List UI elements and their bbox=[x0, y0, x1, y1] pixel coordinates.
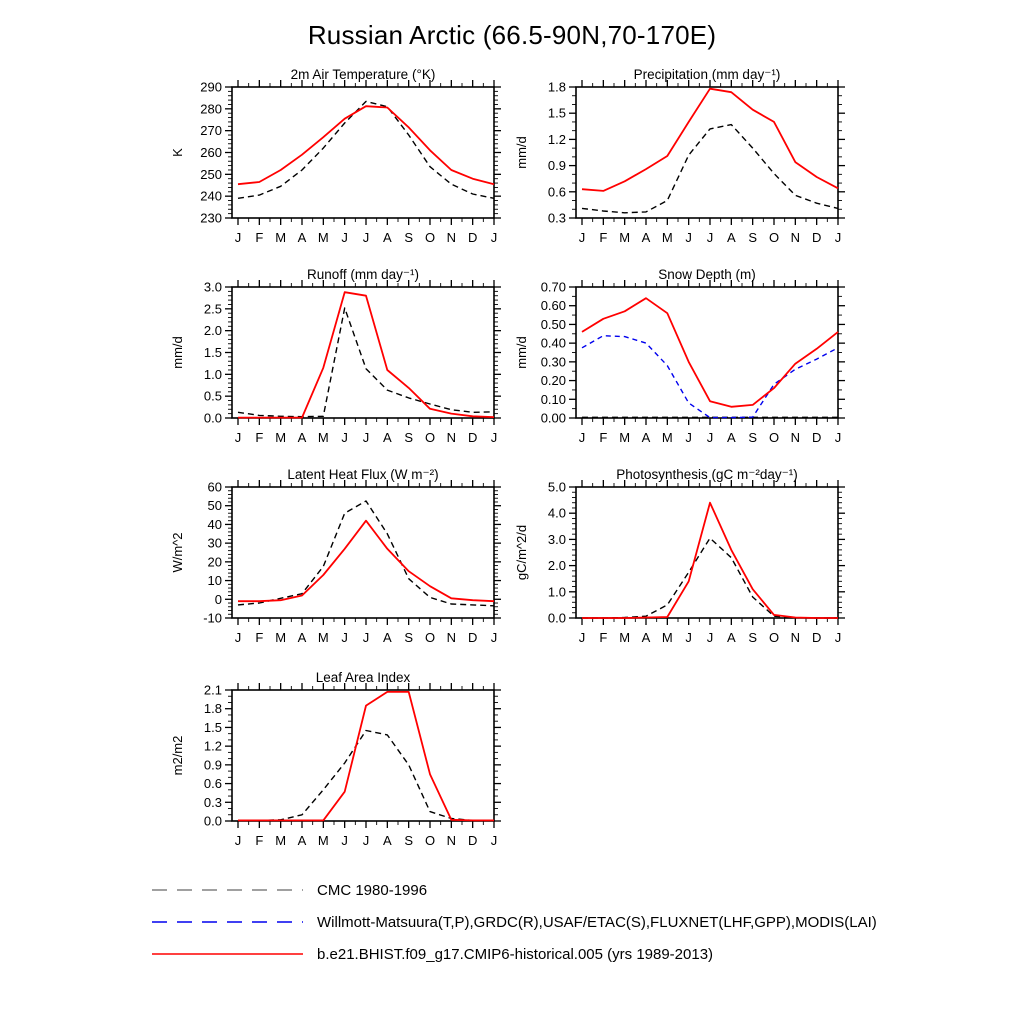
x-tick-label: O bbox=[768, 630, 780, 645]
x-tick-label: J bbox=[706, 230, 714, 245]
x-tick-label: A bbox=[382, 833, 392, 848]
series-precipitation-model-1 bbox=[582, 89, 838, 191]
y-tick-label: -10 bbox=[203, 610, 222, 626]
series-precipitation-observation-0 bbox=[582, 125, 838, 213]
x-tick-label: A bbox=[382, 430, 392, 445]
x-tick-label: J bbox=[341, 630, 348, 645]
x-tick-label: S bbox=[404, 833, 414, 848]
axis-ticks bbox=[225, 80, 501, 225]
x-tick-label: N bbox=[446, 430, 457, 445]
y-tick-label: 0.20 bbox=[540, 373, 566, 389]
x-tick-label: M bbox=[619, 630, 631, 645]
x-tick-label: M bbox=[661, 430, 673, 445]
y-tick-label: 0.50 bbox=[540, 316, 566, 332]
legend-label: b.e21.BHIST.f09_g17.CMIP6-historical.005 (yrs 1989-2013) bbox=[317, 945, 714, 963]
chart-runoff bbox=[170, 267, 510, 448]
y-tick-label: 0.0 bbox=[547, 610, 566, 626]
x-tick-label: M bbox=[275, 430, 287, 445]
x-tick-label: D bbox=[811, 430, 822, 445]
y-axis-label: m2/m2 bbox=[170, 735, 185, 776]
x-tick-label: J bbox=[490, 430, 498, 445]
x-tick-label: N bbox=[790, 630, 801, 645]
x-tick-label: J bbox=[341, 833, 348, 848]
legend-label: CMC 1980-1996 bbox=[317, 881, 428, 899]
series-runoff-model-1 bbox=[238, 292, 494, 417]
y-axis-label: gC/m^2/d bbox=[514, 524, 529, 581]
y-tick-label: 5.0 bbox=[547, 479, 566, 495]
plot-frame bbox=[576, 487, 838, 618]
x-tick-label: J bbox=[706, 430, 714, 445]
y-tick-label: 2.5 bbox=[203, 301, 222, 317]
x-tick-label: A bbox=[641, 230, 651, 245]
legend-label: Willmott-Matsuura(T,P),GRDC(R),USAF/ETAC(S),FLUXNET(LHF,GPP),MODIS(LAI) bbox=[317, 913, 877, 931]
chart-title: Precipitation (mm day⁻¹) bbox=[633, 67, 781, 82]
x-tick-label: M bbox=[317, 833, 329, 848]
axis-ticks bbox=[569, 480, 845, 625]
x-tick-label: N bbox=[446, 630, 457, 645]
y-tick-label: 4.0 bbox=[547, 505, 566, 521]
y-tick-label: 3.0 bbox=[547, 531, 566, 547]
x-tick-label: O bbox=[424, 230, 436, 245]
x-tick-label: J bbox=[490, 833, 498, 848]
x-tick-label: F bbox=[599, 630, 608, 645]
y-tick-label: 0.6 bbox=[203, 776, 222, 792]
y-tick-label: 0.70 bbox=[540, 279, 566, 295]
series-leaf-area-index-model-1 bbox=[238, 692, 494, 821]
plot-frame bbox=[232, 690, 494, 821]
x-tick-label: S bbox=[748, 430, 758, 445]
y-tick-label: 0.6 bbox=[547, 184, 566, 200]
plot-frame bbox=[576, 287, 838, 418]
x-tick-label: J bbox=[490, 230, 498, 245]
x-tick-label: A bbox=[726, 630, 736, 645]
x-tick-label: N bbox=[446, 230, 457, 245]
y-tick-label: 2.0 bbox=[547, 558, 566, 574]
series-photosynthesis-observation-0 bbox=[582, 538, 838, 618]
x-tick-label: A bbox=[641, 430, 651, 445]
x-tick-label: J bbox=[234, 230, 242, 245]
y-tick-label: 0.00 bbox=[540, 410, 566, 426]
axis-ticks bbox=[225, 280, 501, 425]
x-tick-label: F bbox=[255, 833, 264, 848]
chart-snow-depth bbox=[514, 267, 854, 448]
x-tick-label: J bbox=[578, 230, 586, 245]
legend-line-sample bbox=[150, 949, 305, 959]
y-tick-label: 30 bbox=[207, 535, 222, 551]
x-tick-label: M bbox=[619, 230, 631, 245]
y-tick-label: 230 bbox=[200, 210, 222, 226]
series-leaf-area-index-observation-0 bbox=[238, 731, 494, 821]
x-tick-label: A bbox=[297, 230, 307, 245]
y-tick-label: 40 bbox=[207, 516, 222, 532]
y-tick-label: 1.8 bbox=[203, 701, 222, 717]
y-tick-label: 1.5 bbox=[203, 345, 222, 360]
x-tick-label: J bbox=[362, 630, 370, 645]
x-tick-label: S bbox=[748, 630, 758, 645]
x-tick-label: A bbox=[641, 630, 651, 645]
x-tick-label: M bbox=[275, 630, 287, 645]
x-tick-label: S bbox=[404, 630, 414, 645]
series-runoff-observation-0 bbox=[238, 308, 494, 417]
y-tick-label: 10 bbox=[207, 573, 222, 589]
y-tick-label: 270 bbox=[200, 123, 222, 139]
legend-item bbox=[150, 946, 713, 962]
x-tick-label: J bbox=[834, 630, 842, 645]
axis-ticks bbox=[569, 80, 845, 225]
y-tick-label: 1.0 bbox=[547, 584, 566, 600]
y-axis-label: mm/d bbox=[170, 336, 185, 369]
x-tick-label: J bbox=[341, 430, 348, 445]
x-tick-label: M bbox=[317, 630, 329, 645]
legend-item bbox=[150, 882, 427, 898]
x-tick-label: O bbox=[424, 430, 436, 445]
x-tick-label: J bbox=[234, 833, 242, 848]
x-tick-label: A bbox=[726, 430, 736, 445]
y-tick-label: 0.10 bbox=[540, 391, 566, 407]
x-tick-label: M bbox=[275, 230, 287, 245]
x-tick-label: S bbox=[404, 230, 414, 245]
plot-frame bbox=[576, 87, 838, 218]
y-tick-label: 290 bbox=[200, 79, 222, 95]
x-tick-label: A bbox=[382, 230, 392, 245]
chart-title: Runoff (mm day⁻¹) bbox=[307, 267, 419, 282]
y-tick-label: 0.0 bbox=[203, 410, 222, 426]
y-tick-label: 0.5 bbox=[203, 388, 222, 404]
chart-precipitation bbox=[514, 67, 854, 248]
x-tick-label: A bbox=[382, 630, 392, 645]
x-tick-label: O bbox=[424, 833, 436, 848]
x-tick-label: J bbox=[578, 630, 586, 645]
x-tick-label: J bbox=[685, 430, 692, 445]
x-tick-label: M bbox=[275, 833, 287, 848]
x-tick-label: M bbox=[317, 430, 329, 445]
chart-photosynthesis bbox=[514, 467, 854, 648]
x-tick-label: N bbox=[790, 230, 801, 245]
y-tick-label: 0.30 bbox=[540, 354, 566, 370]
y-tick-label: 0.9 bbox=[203, 757, 222, 773]
axis-ticks bbox=[225, 480, 501, 625]
y-tick-label: 1.2 bbox=[547, 131, 566, 147]
chart-title: Photosynthesis (gC m⁻²day⁻¹) bbox=[616, 467, 798, 482]
x-tick-label: J bbox=[578, 430, 586, 445]
y-tick-label: 1.5 bbox=[547, 105, 566, 121]
y-tick-label: 60 bbox=[207, 479, 222, 495]
series-latent-heat-flux-model-1 bbox=[238, 521, 494, 602]
y-tick-label: 0.9 bbox=[547, 158, 566, 174]
series-snow-depth-model-2 bbox=[582, 298, 838, 407]
x-tick-label: J bbox=[341, 230, 348, 245]
x-tick-label: O bbox=[768, 430, 780, 445]
y-tick-label: 1.8 bbox=[547, 79, 566, 95]
x-tick-label: F bbox=[599, 230, 608, 245]
x-tick-label: J bbox=[685, 230, 692, 245]
x-tick-label: F bbox=[599, 430, 608, 445]
y-tick-label: 1.2 bbox=[203, 738, 222, 754]
series-snow-depth-observation-1 bbox=[582, 336, 838, 418]
y-tick-label: 1.0 bbox=[203, 366, 222, 382]
y-tick-label: 250 bbox=[200, 166, 222, 182]
y-tick-label: 0.60 bbox=[540, 298, 566, 314]
y-tick-label: 0 bbox=[214, 591, 222, 607]
y-tick-label: 2.0 bbox=[203, 323, 222, 339]
x-tick-label: D bbox=[467, 430, 478, 445]
legend-line-sample bbox=[150, 917, 305, 927]
plot-frame bbox=[232, 87, 494, 218]
x-tick-label: D bbox=[467, 630, 478, 645]
axis-ticks bbox=[225, 683, 501, 828]
y-tick-label: 1.5 bbox=[203, 719, 222, 735]
x-tick-label: O bbox=[768, 230, 780, 245]
x-tick-label: D bbox=[467, 833, 478, 848]
x-tick-label: M bbox=[619, 430, 631, 445]
x-tick-label: D bbox=[811, 630, 822, 645]
x-tick-label: O bbox=[424, 630, 436, 645]
chart-air-temperature bbox=[170, 67, 510, 248]
y-tick-label: 240 bbox=[200, 188, 222, 204]
figure-title: Russian Arctic (66.5-90N,70-170E) bbox=[307, 20, 717, 50]
x-tick-label: M bbox=[317, 230, 329, 245]
y-tick-label: 3.0 bbox=[203, 279, 222, 295]
series-photosynthesis-model-1 bbox=[582, 503, 838, 618]
x-tick-label: J bbox=[362, 833, 370, 848]
chart-latent-heat-flux bbox=[170, 467, 510, 648]
x-tick-label: N bbox=[790, 430, 801, 445]
x-tick-label: D bbox=[467, 230, 478, 245]
x-tick-label: S bbox=[404, 430, 414, 445]
x-tick-label: J bbox=[234, 430, 242, 445]
y-axis-label: K bbox=[170, 148, 185, 157]
y-tick-label: 0.40 bbox=[540, 335, 566, 351]
y-tick-label: 0.3 bbox=[203, 794, 222, 810]
x-tick-label: A bbox=[726, 230, 736, 245]
y-tick-label: 2.1 bbox=[203, 682, 222, 698]
y-tick-label: 0.3 bbox=[547, 210, 566, 226]
x-tick-label: F bbox=[255, 630, 264, 645]
x-tick-label: M bbox=[661, 230, 673, 245]
series-air-temperature-model-1 bbox=[238, 106, 494, 184]
y-axis-label: mm/d bbox=[514, 136, 529, 169]
axis-ticks bbox=[569, 280, 845, 425]
y-tick-label: 50 bbox=[207, 498, 222, 514]
x-tick-label: J bbox=[362, 430, 370, 445]
series-latent-heat-flux-observation-0 bbox=[238, 501, 494, 606]
x-tick-label: A bbox=[297, 630, 307, 645]
x-tick-label: J bbox=[234, 630, 242, 645]
x-tick-label: N bbox=[446, 833, 457, 848]
y-tick-label: 20 bbox=[207, 554, 222, 570]
series-air-temperature-observation-0 bbox=[238, 101, 494, 198]
chart-title: Snow Depth (m) bbox=[658, 267, 756, 282]
legend-line-sample bbox=[150, 885, 305, 895]
x-tick-label: J bbox=[706, 630, 714, 645]
plot-frame bbox=[232, 287, 494, 418]
x-tick-label: F bbox=[255, 430, 264, 445]
chart-title: 2m Air Temperature (°K) bbox=[290, 67, 436, 82]
x-tick-label: M bbox=[661, 630, 673, 645]
x-tick-label: J bbox=[834, 430, 842, 445]
y-tick-label: 280 bbox=[200, 101, 222, 117]
chart-leaf-area-index bbox=[170, 670, 510, 851]
legend-item bbox=[150, 914, 877, 930]
x-tick-label: A bbox=[297, 430, 307, 445]
x-tick-label: A bbox=[297, 833, 307, 848]
x-tick-label: F bbox=[255, 230, 264, 245]
y-axis-label: mm/d bbox=[514, 336, 529, 369]
x-tick-label: J bbox=[490, 630, 498, 645]
y-axis-label: W/m^2 bbox=[170, 532, 185, 573]
chart-title: Latent Heat Flux (W m⁻²) bbox=[287, 467, 439, 482]
x-tick-label: S bbox=[748, 230, 758, 245]
x-tick-label: J bbox=[362, 230, 370, 245]
x-tick-label: J bbox=[685, 630, 692, 645]
chart-title: Leaf Area Index bbox=[315, 670, 411, 685]
y-tick-label: 260 bbox=[200, 145, 222, 160]
y-tick-label: 0.0 bbox=[203, 813, 222, 829]
x-tick-label: D bbox=[811, 230, 822, 245]
x-tick-label: J bbox=[834, 230, 842, 245]
